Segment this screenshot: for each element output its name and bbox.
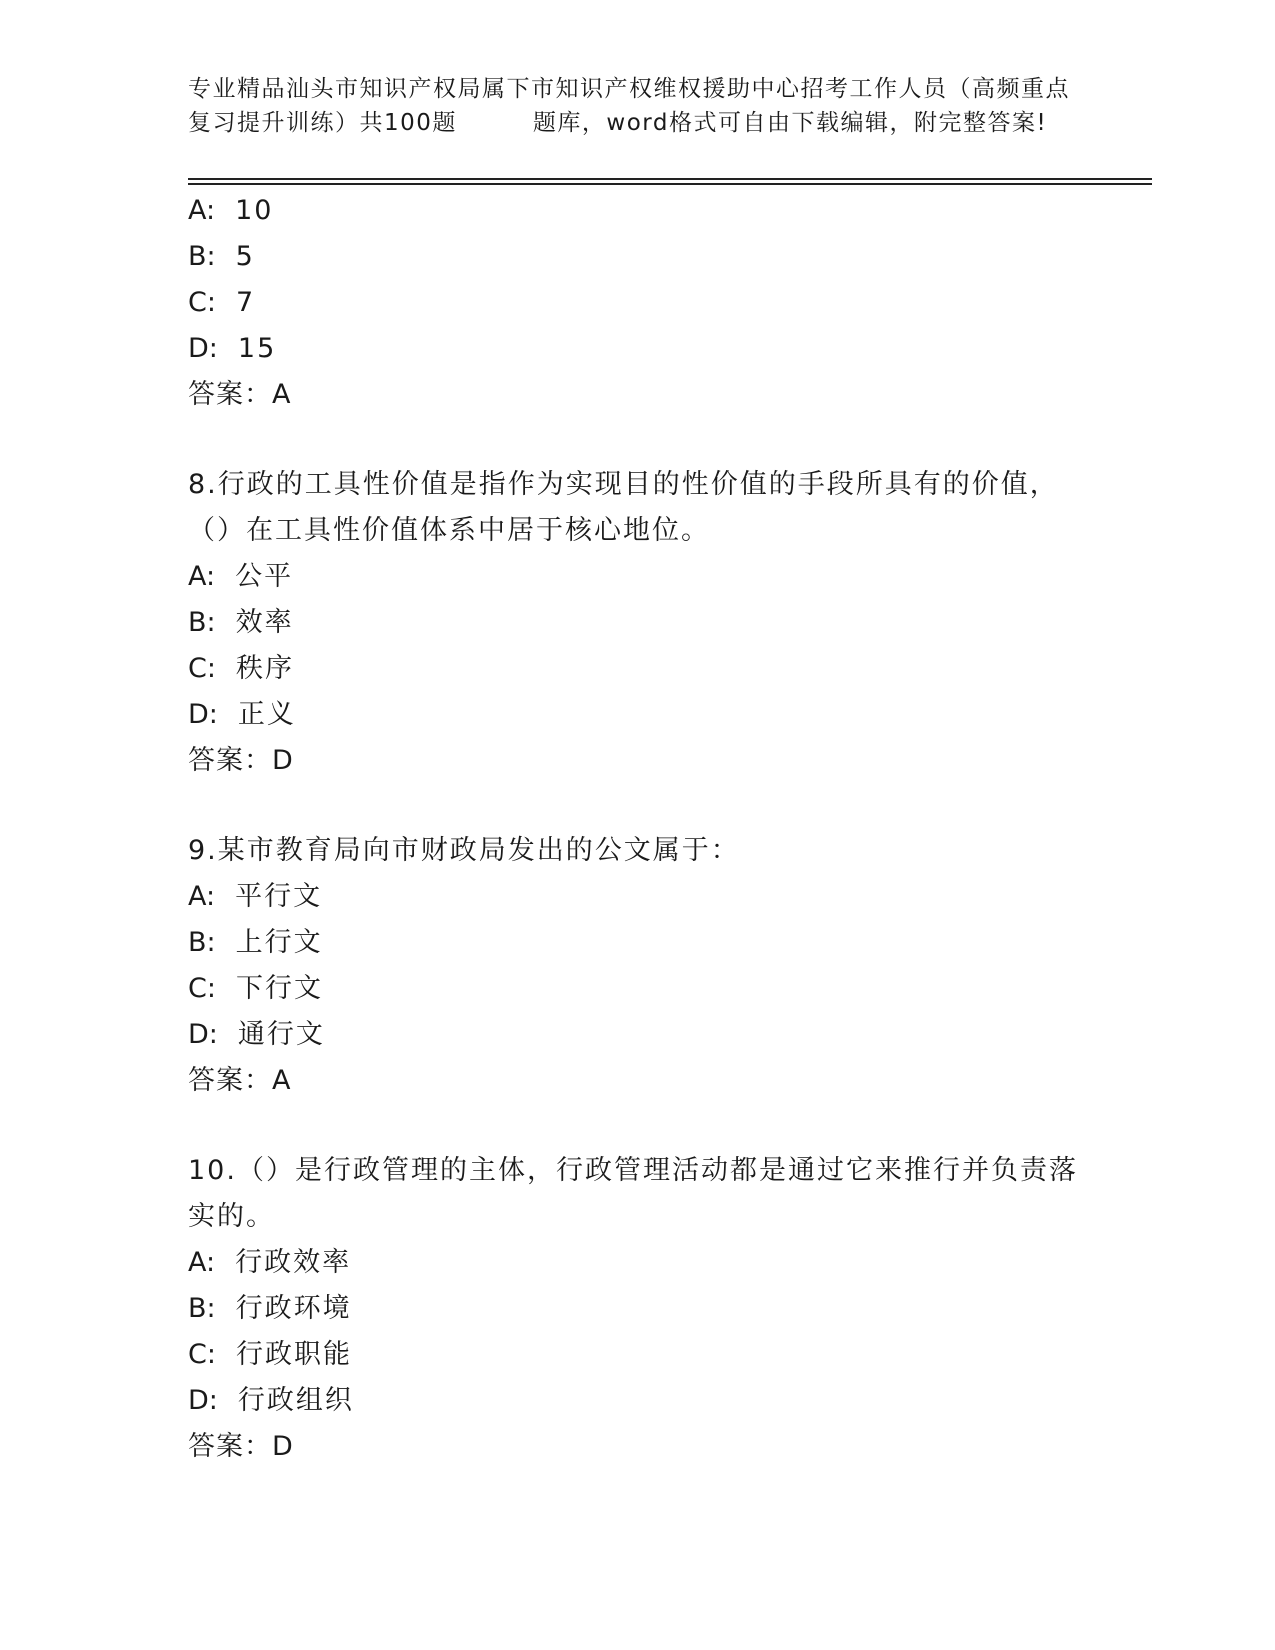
option-b: B: 行政环境 (188, 1293, 352, 1324)
header-line-2-right: 题库，word格式可自由下载编辑，附完整答案! (532, 110, 1048, 136)
header-line-2 (188, 106, 1148, 140)
option-b: B: 效率 (188, 607, 294, 638)
option-c: C: 下行文 (188, 973, 323, 1004)
option-a: A: 10 (188, 195, 274, 226)
question-stem: 9.某市教育局向市财政局发出的公文属于： (188, 835, 740, 866)
question-stem-continued: （）在工具性价值体系中居于核心地位。 (188, 515, 710, 546)
header-line-1: 专业精品汕头市知识产权局属下市知识产权维权援助中心招考工作人员（高频重点 (188, 76, 1070, 102)
question-9 (188, 828, 1148, 1104)
answer-line: 答案：D (188, 745, 294, 776)
answer-line: 答案：A (188, 379, 292, 410)
answer-line: 答案：A (188, 1065, 292, 1096)
question-10 (188, 1148, 1148, 1470)
question-stem: 8.行政的工具性价值是指作为实现目的性价值的手段所具有的价值， (188, 469, 1059, 500)
header-rule-top (188, 178, 1152, 180)
option-c: C: 7 (188, 287, 256, 318)
header-rule-bottom (188, 183, 1152, 185)
option-d: D: 正义 (188, 699, 296, 730)
document-header (188, 72, 1148, 140)
question-stem-continued: 实的。 (188, 1201, 275, 1232)
header-line-2-left: 复习提升训练）共100题 (188, 110, 457, 136)
option-c: C: 行政职能 (188, 1339, 352, 1370)
question-stem: 10.（）是行政管理的主体，行政管理活动都是通过它来推行并负责落 (188, 1155, 1078, 1186)
question-content (188, 188, 1148, 1470)
option-d: D: 行政组织 (188, 1385, 354, 1416)
question-7 (188, 188, 1148, 418)
option-b: B: 上行文 (188, 927, 323, 958)
option-b: B: 5 (188, 241, 255, 272)
option-a: A: 公平 (188, 561, 294, 592)
question-8 (188, 462, 1148, 784)
option-d: D: 15 (188, 333, 277, 364)
option-a: A: 行政效率 (188, 1247, 352, 1278)
option-a: A: 平行文 (188, 881, 323, 912)
answer-line: 答案：D (188, 1431, 294, 1462)
option-d: D: 通行文 (188, 1019, 325, 1050)
option-c: C: 秩序 (188, 653, 294, 684)
